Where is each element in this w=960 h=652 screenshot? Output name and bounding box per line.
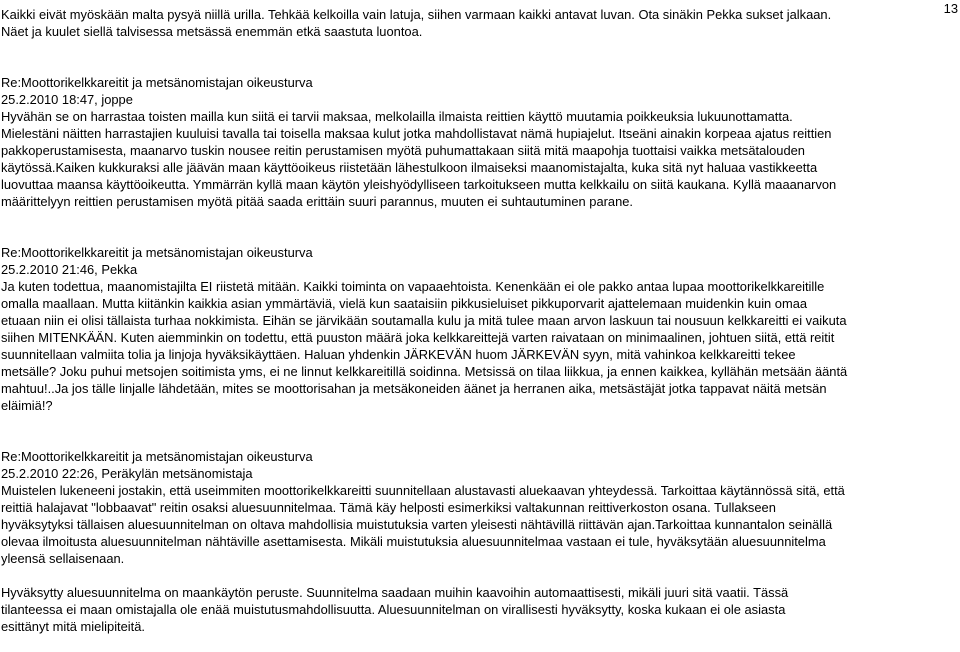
post-pekka [1, 244, 943, 414]
text-line: olevaa ilmoitusta aluesuunnitelman nähtäville asettamisesta. Mikäli muistutuksia aluesuunnitelmaa vastaan ei tule, hyväksytään aluesuunnitelma [1, 534, 826, 549]
text-line: metsälle? Joku puhui metsojen soitimista yms, ei ne linnut kelkkareitillä soidinna. Metsissä on tilaa liikkua, ja ennen kaikkea, kyllähän metsään ääntä [1, 364, 848, 379]
post-subject: Re:Moottorikelkkareitit ja metsänomistajan oikeusturva [1, 245, 313, 260]
document-body [1, 6, 943, 635]
text-line: Ja kuten todettua, maanomistajilta EI riistetä mitään. Kaikki toiminta on vapaaehtoista. Kenenkään ei ole pakko antaa lupaa moottorikelkkareitille [1, 279, 825, 294]
text-line: siihen MITENKÄÄN. Kuten aiemminkin on todettu, että puuston määrä joka kelkkareittejä varten raivataan on minimaalinen, johtuen siitä, että reitit [1, 330, 835, 345]
text-line: hyväksytyksi tällaisen aluesuunnitelman on oltava mahdollisia muistutuksia varten yleisesti nähtävillä riittävän ajan.Tarkoittaa kunnantalon seinällä [1, 517, 833, 532]
text-line: luovuttaa maansa käyttöoikeutta. Ymmärrän kyllä maan käytön yleishyödylliseen tarkoitukseen mutta kelkkailu on siitä kaukana. Kyllä maaanarvon [1, 177, 837, 192]
page-number: 13 [943, 1, 958, 16]
text-line: esittänyt mitä mielipiteitä. [1, 619, 146, 634]
text-line: pakkoperustamisesta, maanarvo tuskin nousee reitin perustamisen myötä puhumattakaan siitä mitä maapohja tuottaisi vaikka metsätalouden [1, 143, 805, 158]
text-line: Hyväksytty aluesuunnitelma on maankäytön peruste. Suunnitelma saadaan muihin kaavoihin automaattisesti, mikäli juuri sitä vaatii. Tässä [1, 585, 789, 600]
post-joppe [1, 74, 943, 210]
post-subject: Re:Moottorikelkkareitit ja metsänomistajan oikeusturva [1, 75, 313, 90]
text-line: käytössä.Kaiken kukkuraksi alle jäävän maan käyttöoikeus riistetään lähestulkoon ilmaiseksi maanomistajalta, kuka sitä nyt haluaa vastikkeetta [1, 160, 818, 175]
text-line: tilanteessa ei maan omistajalla ole enää muistutusmahdollisuutta. Aluesuunnitelman on virallisesti hyväksytty, koska kukaan ei ole asiasta [1, 602, 786, 617]
text-line: yleensä sellaisenaan. [1, 551, 125, 566]
text-line: Muistelen lukeneeni jostakin, että useimmiten moottorikelkkareitti suunnitellaan alustavasti aluekaavan yhteydessä. Tarkoittaa käytännössä sitä, että [1, 483, 845, 498]
text-line: etuaan niin ei olisi tällaista turhaa nokkimista. Eihän se järvikään soutamalla kulu ja mitä tulee maan arvon laskuun tai nousuun kelkkareitti ei vaikuta [1, 313, 847, 328]
intro-paragraph [1, 6, 943, 40]
post-subject: Re:Moottorikelkkareitit ja metsänomistajan oikeusturva [1, 449, 313, 464]
text-line: suunnitellaan valmiita tolia ja linjoja hyväksikäyttäen. Haluan yhdenkin JÄRKEVÄN huom JÄRKEVÄN syyn, mitä vahinkoa kelkkareitti tekee [1, 347, 796, 362]
text-line: Mielestäni näitten harrastajien kuuluisi tavalla tai toisella maksaa kulut jotka mahdollistavat nämä hupiajelut. Itseäni ainakin korpeaa ajatus reittien [1, 126, 832, 141]
text-line: Hyvähän se on harrastaa toisten mailla kun siitä ei tarvii maksaa, melkolailla ilmaista reittien käyttö muutamia poikkeuksia lukuunottamatta. [1, 109, 793, 124]
post-meta: 25.2.2010 18:47, joppe [1, 92, 133, 107]
text-line: omalla maallaan. Mutta kiitänkin kaikkia asian ymmärtäviä, vielä kun saataisiin pikkusieluiset pikkuporvarit ajattelemaan muidenkin kuin omaa [1, 296, 808, 311]
post-perakyla [1, 448, 943, 635]
post-meta: 25.2.2010 22:26, Peräkylän metsänomistaja [1, 466, 253, 481]
text-line: reittiä halajavat "lobbaavat" reitin osaksi aluesuunnitelmaa. Tämä käy helposti esimerkiksi valtakunnan reittiverkoston osana. Tullakseen [1, 500, 776, 515]
text-line: Kaikki eivät myöskään malta pysyä niillä urilla. Tehkää kelkoilla vain latuja, siihen varmaan kaikki antavat luvan. Ota sinäkin Pekka sukset jalkaan. [1, 7, 832, 22]
post-meta: 25.2.2010 21:46, Pekka [1, 262, 138, 277]
text-line: eläimiä!? [1, 398, 53, 413]
text-line: määrittelyyn reittien perustamisen myötä pitää saada erittäin suuri parannus, muuten ei suhtautuminen parane. [1, 194, 633, 209]
text-line: mahtuu!..Ja jos tälle linjalle lähdetään, mites se moottorisahan ja metsäkoneiden äänet ja herranen aika, metsästäjät jotka tappavat näitä metsän [1, 381, 827, 396]
text-line: Näet ja kuulet siellä talvisessa metsässä enemmän etkä saastuta luontoa. [1, 24, 423, 39]
